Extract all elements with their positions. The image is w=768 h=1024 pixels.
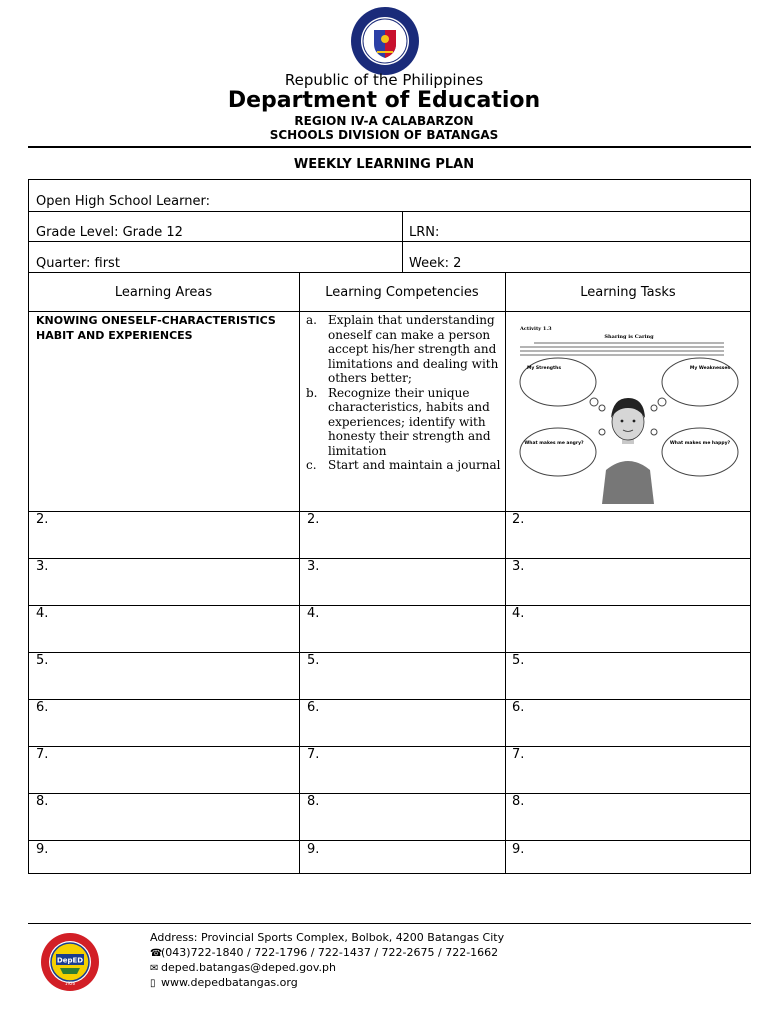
row-divider — [28, 558, 751, 559]
web-icon: ▯ — [150, 978, 156, 989]
lrn-field[interactable]: LRN: — [409, 225, 440, 240]
row-number: 8. — [36, 794, 49, 809]
row-number: 5. — [36, 653, 49, 668]
row-number: 4. — [36, 606, 49, 621]
row-number: 7. — [307, 747, 320, 762]
competency-text: Recognize their unique characteristics, habits and experiences; identify with honesty their strength and limitation — [328, 385, 491, 458]
instruction-text-lines — [520, 343, 724, 355]
table-frame — [28, 179, 751, 874]
row-number: 4. — [307, 606, 320, 621]
footer-phone — [150, 946, 498, 959]
header-learning-competencies: Learning Competencies — [325, 285, 479, 300]
competency-marker: a. — [306, 313, 317, 327]
column-divider — [299, 272, 300, 874]
row-divider — [28, 211, 751, 212]
thought-bubble — [520, 428, 596, 476]
row-divider — [28, 605, 751, 606]
row-number: 8. — [307, 794, 320, 809]
row-number: 3. — [307, 559, 320, 574]
phone-icon: ☎ — [150, 948, 163, 959]
row-number: 9. — [36, 842, 49, 857]
competency-item — [306, 386, 502, 459]
bubble-label: What makes me angry? — [524, 441, 584, 446]
row-divider — [28, 511, 751, 512]
column-divider — [402, 211, 403, 272]
footer-email[interactable] — [150, 961, 336, 974]
row-number: 2. — [36, 512, 49, 527]
republic-heading: Republic of the Philippines — [284, 71, 484, 89]
learning-area-topic: KNOWING ONESELF-CHARACTERISTICS HABIT AND EXPERIENCES — [36, 314, 276, 342]
row-number: 3. — [36, 559, 49, 574]
row-divider — [28, 840, 751, 841]
learner-name-field[interactable]: Open High School Learner: — [36, 194, 210, 209]
footer-website[interactable] — [150, 976, 298, 989]
footer-website-text[interactable]: www.depedbatangas.org — [161, 976, 298, 989]
region-heading: REGION IV-A CALABARZON — [294, 114, 474, 128]
row-number: 6. — [512, 700, 525, 715]
row-divider — [28, 652, 751, 653]
page-title: WEEKLY LEARNING PLAN — [293, 157, 475, 172]
row-number: 7. — [36, 747, 49, 762]
logo-text: DepED — [56, 956, 84, 965]
thought-bubble — [662, 428, 738, 476]
footer-divider — [28, 923, 751, 924]
header-learning-areas: Learning Areas — [114, 285, 213, 300]
row-number: 9. — [512, 842, 525, 857]
bubble-label: My Strengths — [526, 366, 562, 371]
competency-item — [306, 458, 502, 473]
header-learning-tasks: Learning Tasks — [580, 285, 676, 300]
activity-number: Activity 1.3 — [520, 326, 552, 332]
row-divider — [28, 793, 751, 794]
row-number: 8. — [512, 794, 525, 809]
competency-text: Explain that understanding oneself can make a person accept his/her strength and limitations and dealing with others better; — [328, 313, 499, 385]
grade-level-field[interactable]: Grade Level: Grade 12 — [36, 225, 183, 240]
row-number: 5. — [307, 653, 320, 668]
row-number: 3. — [512, 559, 525, 574]
row-number: 7. — [512, 747, 525, 762]
row-number: 2. — [307, 512, 320, 527]
row-number: 2. — [512, 512, 525, 527]
header-divider — [28, 146, 751, 148]
week-field[interactable]: Week: 2 — [409, 256, 462, 271]
department-heading: Department of Education — [227, 88, 541, 113]
activity-worksheet-image — [514, 320, 744, 504]
bubble-label: What makes me happy? — [669, 441, 731, 446]
boy-illustration — [602, 398, 654, 504]
footer-phone-text: (043)722-1840 / 722-1796 / 722-1437 / 722-2675 / 722-1662 — [161, 946, 499, 959]
competency-marker: c. — [306, 458, 317, 472]
row-number: 9. — [307, 842, 320, 857]
email-icon: ✉ — [150, 963, 159, 974]
row-divider — [28, 241, 751, 242]
row-divider — [28, 699, 751, 700]
row-number: 6. — [307, 700, 320, 715]
competency-item — [306, 313, 502, 386]
deped-division-logo — [40, 932, 100, 992]
bubble-label: My Weaknesses — [689, 366, 731, 371]
row-divider — [28, 311, 751, 312]
competency-list — [306, 313, 502, 473]
row-number: 5. — [512, 653, 525, 668]
logo-year: 1926 — [64, 981, 76, 986]
deped-seal-logo — [350, 6, 420, 76]
quarter-field[interactable]: Quarter: first — [36, 256, 120, 271]
row-divider — [28, 746, 751, 747]
row-number: 4. — [512, 606, 525, 621]
competency-marker: b. — [306, 385, 318, 400]
footer-address: Address: Provincial Sports Complex, Bolbok, 4200 Batangas City — [150, 931, 505, 944]
division-heading: SCHOOLS DIVISION OF BATANGAS — [269, 128, 499, 142]
row-divider — [28, 272, 751, 273]
competency-text: Start and maintain a journal — [328, 458, 501, 472]
footer-email-text[interactable]: deped.batangas@deped.gov.ph — [161, 961, 336, 974]
activity-title: Sharing is Caring — [604, 334, 654, 340]
row-number: 6. — [36, 700, 49, 715]
column-divider — [505, 272, 506, 874]
